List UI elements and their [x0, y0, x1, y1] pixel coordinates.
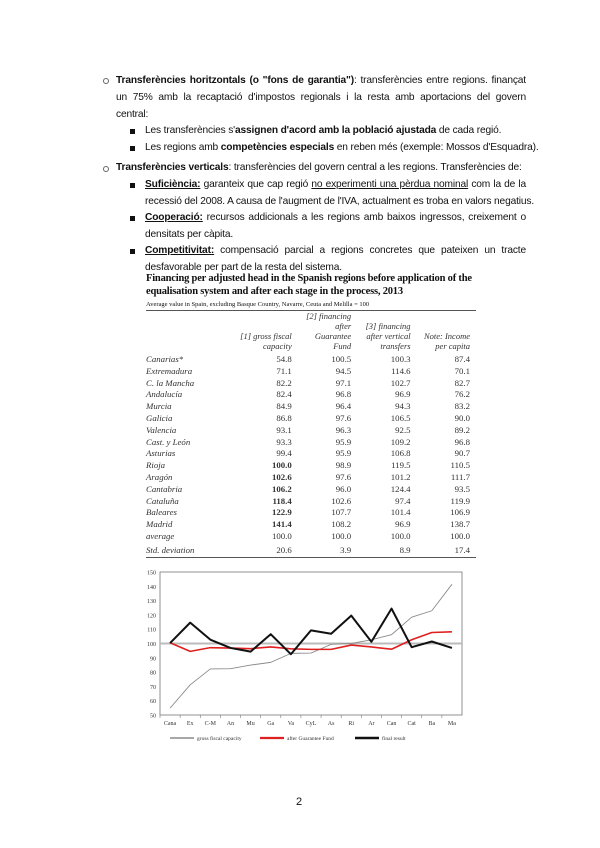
- region-name-cell: C. la Mancha: [146, 377, 195, 388]
- value-cell: 102.7: [390, 377, 411, 388]
- value-cell: 110.5: [450, 460, 470, 471]
- table-row: [146, 472, 476, 484]
- value-cell: 98.9: [335, 460, 352, 471]
- x-tick-label: C-M: [204, 720, 217, 727]
- x-tick-label: Ex: [186, 720, 194, 727]
- value-cell: 94.5: [335, 365, 352, 376]
- table-row: [146, 448, 476, 460]
- region-name-cell: Andalucía: [146, 389, 183, 400]
- value-cell: 97.6: [335, 412, 352, 423]
- x-tick-label: Ar: [368, 720, 375, 727]
- region-name-cell: Cataluña: [146, 495, 179, 506]
- value-cell: 93.3: [276, 436, 292, 447]
- value-cell: 141.4: [271, 519, 292, 530]
- competitiveness-line2: desfavorable per part de la resta del sistema.: [145, 262, 342, 273]
- value-cell: 100.0: [331, 530, 352, 541]
- column-header: [1] gross fiscal capacity: [240, 331, 292, 351]
- horizontal-sub1: [145, 123, 501, 140]
- column-header: [2] financing after Guarantee Fund: [306, 311, 352, 351]
- value-cell: 102.6: [271, 471, 292, 482]
- value-cell: 96.9: [395, 519, 411, 530]
- financing-table-figure: [146, 272, 476, 558]
- series-line-0: [170, 584, 452, 708]
- value-cell: 96.3: [335, 424, 352, 435]
- x-tick-label: Cat: [407, 720, 416, 727]
- x-tick-label: Cana: [163, 720, 177, 727]
- value-cell: 99.4: [276, 448, 292, 459]
- page-number: 2: [296, 796, 303, 808]
- x-tick-label: An: [226, 720, 235, 727]
- value-cell: 54.8: [276, 354, 292, 364]
- competitiveness-label: Competitivitat:: [145, 245, 215, 256]
- value-cell: 82.2: [276, 377, 292, 388]
- legend-label: gross fiscal capacity: [197, 735, 242, 742]
- value-cell: 108.2: [331, 519, 352, 530]
- text: com la de la: [468, 179, 527, 190]
- value-cell: 17.4: [417, 543, 476, 557]
- value-cell: 84.9: [276, 401, 292, 412]
- value-cell: 100.5: [331, 354, 352, 364]
- table-row: [146, 519, 476, 531]
- table-row: [146, 460, 476, 472]
- horizontal-para-line1: [116, 73, 526, 90]
- table-row: [146, 366, 476, 378]
- text: de cada regió.: [436, 125, 502, 136]
- y-tick-label: 110: [147, 627, 156, 634]
- text: garanteix que cap regió: [200, 179, 312, 190]
- value-cell: 100.0: [390, 530, 411, 541]
- horizontal-para-line2: un 75% amb la recaptació d'impostos regionals i la resta amb aportacions del govern: [116, 92, 526, 103]
- value-cell: 101.4: [390, 507, 411, 518]
- x-tick-label: As: [327, 720, 335, 727]
- value-cell: 119.5: [391, 460, 411, 471]
- table-row: [146, 507, 476, 519]
- table-row: [146, 354, 476, 366]
- region-name-cell: Baleares: [146, 507, 177, 518]
- table-row: [146, 378, 476, 390]
- region-name-cell: Valencia: [146, 424, 177, 435]
- value-cell: 70.1: [454, 365, 470, 376]
- value-cell: 8.9: [357, 543, 416, 557]
- x-tick-label: CyL: [305, 720, 317, 727]
- cooperation-label: Cooperació:: [145, 212, 203, 223]
- table-header-row: [146, 311, 476, 354]
- value-cell: 96.8: [335, 389, 352, 400]
- value-cell: 96.8: [454, 436, 470, 447]
- column-header: [3] financing after vertical transfers: [365, 321, 411, 351]
- horizontal-title: Transferències horitzontals (o "fons de garantia"): [116, 75, 354, 86]
- x-tick-label: Va: [287, 720, 295, 727]
- y-tick-label: 130: [147, 598, 156, 605]
- region-name-cell: Galicia: [146, 412, 173, 423]
- value-cell: 118.4: [272, 495, 292, 506]
- region-name-cell: Cast. y León: [146, 436, 191, 447]
- value-cell: 97.1: [335, 377, 352, 388]
- value-cell: 96.0: [335, 483, 352, 494]
- table-row: [146, 484, 476, 496]
- bullet-square-icon: [130, 183, 135, 188]
- sufficiency-label: Suficiència:: [145, 179, 201, 190]
- region-name-cell: Aragón: [146, 471, 173, 482]
- bullet-circle-icon: [103, 166, 109, 172]
- table-row: [146, 425, 476, 437]
- value-cell: 107.7: [331, 507, 352, 518]
- bullet-square-icon: [130, 129, 135, 134]
- text-bold: competències especials: [220, 142, 335, 153]
- region-name-cell: Rioja: [146, 460, 166, 471]
- region-name-cell: Cantabria: [146, 483, 183, 494]
- value-cell: 76.2: [454, 389, 470, 400]
- text: : transferències del govern central a les regions. Transferències de:: [228, 162, 522, 173]
- value-cell: 100.0: [271, 530, 292, 541]
- bullet-square-icon: [130, 249, 135, 254]
- text: Les transferències s': [145, 125, 235, 136]
- value-cell: 100.3: [390, 354, 411, 364]
- region-name-cell: Asturias: [146, 448, 176, 459]
- value-cell: 101.2: [390, 471, 411, 482]
- value-cell: 102.6: [331, 495, 352, 506]
- value-cell: 106.8: [390, 448, 411, 459]
- value-cell: 90.7: [454, 448, 470, 459]
- value-cell: 106.9: [450, 507, 470, 518]
- value-cell: 97.6: [335, 471, 352, 482]
- y-tick-label: 140: [147, 584, 156, 591]
- sufficiency-line2: recessió del 2008. A causa de l'augment de l'IVA, actualment es troba en valors negatius.: [145, 196, 535, 207]
- value-cell: 106.5: [390, 412, 411, 423]
- value-cell: 109.2: [390, 436, 411, 447]
- value-cell: 95.9: [335, 448, 352, 459]
- column-header: [146, 311, 238, 354]
- region-name-cell: average: [146, 530, 175, 541]
- vertical-title: Transferències verticals: [116, 162, 229, 173]
- bullet-square-icon: [130, 146, 135, 151]
- y-tick-label: 50: [150, 713, 156, 720]
- x-tick-label: Can: [386, 720, 397, 727]
- vertical-para-line1: [116, 160, 522, 177]
- region-name-cell: Std. deviation: [146, 543, 238, 557]
- text-bold: assignen d'acord amb la població ajustada: [234, 125, 437, 136]
- cooperation-line1: [145, 210, 526, 227]
- table-row: [146, 496, 476, 508]
- y-tick-label: 120: [147, 612, 156, 619]
- value-cell: 86.8: [276, 412, 292, 423]
- y-tick-label: 80: [150, 670, 156, 677]
- column-header: Note: Income per capita: [423, 331, 470, 351]
- x-tick-label: Ga: [267, 720, 275, 727]
- y-tick-label: 100: [147, 641, 156, 648]
- value-cell: 96.4: [335, 401, 352, 412]
- value-cell: 111.7: [450, 471, 470, 482]
- value-cell: 96.9: [395, 389, 411, 400]
- horizontal-sub2: [145, 140, 539, 157]
- value-cell: 124.4: [390, 483, 411, 494]
- financing-line-chart: [140, 566, 470, 748]
- text: recursos addicionals a les regions amb baixos ingressos, creixement o: [202, 212, 526, 223]
- region-name-cell: Extremadura: [146, 365, 193, 376]
- table-row: [146, 389, 476, 401]
- value-cell: 83.2: [454, 401, 470, 412]
- financing-table: [146, 311, 476, 558]
- bullet-circle-icon: [103, 78, 109, 84]
- value-cell: 71.1: [276, 365, 292, 376]
- text: compensació parcial a regions concretes que pateixen un tracte: [214, 245, 526, 256]
- value-cell: 106.2: [271, 483, 292, 494]
- value-cell: 138.7: [450, 519, 470, 530]
- table-row: [146, 531, 476, 543]
- x-tick-label: Ri: [348, 720, 355, 727]
- region-name-cell: Canarias*: [146, 354, 184, 364]
- x-tick-label: Ba: [428, 720, 436, 727]
- table-row: [146, 543, 476, 557]
- value-cell: 122.9: [271, 507, 292, 518]
- value-cell: 93.5: [454, 483, 470, 494]
- value-cell: 89.2: [454, 424, 470, 435]
- bullet-square-icon: [130, 216, 135, 221]
- legend-label: after Guarantee Fund: [287, 735, 334, 742]
- x-tick-label: Ma: [447, 720, 456, 727]
- x-tick-label: Mu: [246, 720, 255, 727]
- text: en reben més (exemple: Mossos d'Esquadra).: [334, 142, 539, 153]
- table-row: [146, 401, 476, 413]
- y-tick-label: 90: [150, 655, 156, 662]
- table-row: [146, 437, 476, 449]
- horizontal-para-line3: central:: [116, 109, 149, 120]
- value-cell: 87.4: [454, 354, 470, 364]
- text-underlined: no experimenti una pèrdua nominal: [311, 179, 469, 190]
- value-cell: 90.0: [454, 412, 470, 423]
- value-cell: 95.9: [335, 436, 352, 447]
- region-name-cell: Madrid: [146, 519, 173, 530]
- value-cell: 82.4: [276, 389, 292, 400]
- value-cell: 92.5: [395, 424, 411, 435]
- value-cell: 82.7: [454, 377, 470, 388]
- value-cell: 114.6: [391, 365, 411, 376]
- cooperation-line2: densitats per càpita.: [145, 229, 234, 240]
- figures-column: [140, 272, 480, 748]
- table-subtitle: Average value in Spain, excluding Basque Country, Navarre, Ceuta and Melilla = 100: [146, 301, 476, 311]
- value-cell: 100.0: [271, 460, 292, 471]
- y-tick-label: 70: [150, 684, 156, 691]
- value-cell: 97.4: [395, 495, 411, 506]
- value-cell: 20.6: [238, 543, 297, 557]
- value-cell: 119.9: [450, 495, 470, 506]
- table-row: [146, 413, 476, 425]
- value-cell: 100.0: [450, 530, 470, 541]
- value-cell: 93.1: [276, 424, 292, 435]
- table-title: Financing per adjusted head in the Spanish regions before application of the equalisation system and after each stage in the process, 2013: [146, 273, 472, 297]
- value-cell: 94.3: [395, 401, 411, 412]
- y-tick-label: 60: [150, 698, 156, 705]
- text: : transferències entre regions. finançat: [353, 75, 526, 86]
- legend-label: final result: [382, 735, 406, 742]
- value-cell: 3.9: [298, 543, 357, 557]
- region-name-cell: Murcia: [146, 401, 172, 412]
- sufficiency-line1: [145, 177, 526, 194]
- y-tick-label: 150: [147, 570, 156, 577]
- text: Les regions amb: [145, 142, 221, 153]
- competitiveness-line1: [145, 243, 526, 260]
